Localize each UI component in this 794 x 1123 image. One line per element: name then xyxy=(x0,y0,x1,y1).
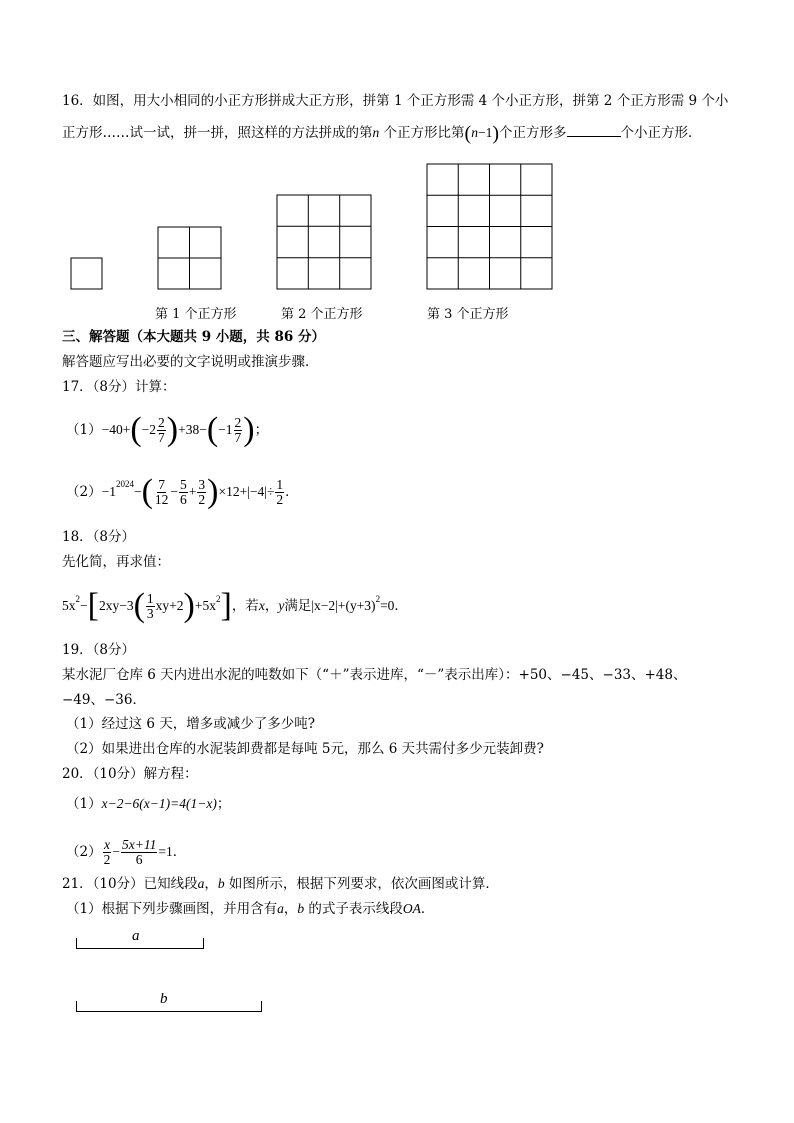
square-2 xyxy=(158,227,221,289)
q19-line1: 某水泥厂仓库 6 天内进出水泥的吨数如下（“＋”表示进库，“－”表示出库）：+50、−45、−33、+48、 xyxy=(62,667,687,683)
squares-figure xyxy=(0,0,794,300)
q16-line2: 正方形……试一试，拼一拼，照这样的方法拼成的第n 个正方形比第(n−1)个正方形多 个小正方形． xyxy=(62,122,702,145)
section-title: 三、解答题（本大题共 9 小题，共 86 分） xyxy=(62,329,325,345)
square-4 xyxy=(427,164,552,289)
caption-square-2: 第 2 个正方形 xyxy=(281,307,363,322)
square-1 xyxy=(71,258,102,289)
q21-part1: （1）根据下列步骤画图，并用含有a，b 的式子表示线段OA． xyxy=(66,901,435,917)
q19-line2: −49、−36． xyxy=(62,692,146,708)
segment-a xyxy=(76,938,204,949)
q17-header: 17．（8分）计算： xyxy=(62,379,176,395)
segment-b-label: b xyxy=(160,991,168,1007)
q17-part1: （1） −40+ ( −2 $\frac{2}{7}$ ) +38− ( −1 $\frac{2}{7}$ ) ； xyxy=(66,411,269,448)
q18-expression: 5x $^2$ − [ 2xy−3 ( $\frac{1}{3}$ xy+2 ) +5x $^2$ ] ，若 x ， y 满足 |x−2|+(y+3) $^2$ =0． xyxy=(62,587,408,624)
q19-part1: （1）经过这 6 天，增多或减少了多少吨? xyxy=(66,716,315,732)
q19-part2: （2）如果进出仓库的水泥装卸费都是每吨 5元，那么 6 天共需付多少元装卸费? xyxy=(66,741,544,757)
q18-intro: 先化简，再求值： xyxy=(62,554,170,570)
q20-part2: （2） $\frac{x}{2}$ − $\frac{5x+11}{6}$ =1． xyxy=(66,836,187,867)
q19-header: 19．（8分） xyxy=(62,642,136,658)
q20-header: 20．（10分）解方程： xyxy=(62,766,198,782)
square-3 xyxy=(277,195,371,289)
q16-line1: 16．如图，用大小相同的小正方形拼成大正方形，拼第 1 个正方形需 4 个小正方形，拼第 2 个正方形需 9 个小 xyxy=(62,93,729,109)
segment-a-label: a xyxy=(132,928,140,944)
caption-square-1: 第 1 个正方形 xyxy=(155,307,237,322)
q17-part2: （2） −1 $^{2024}$ − ( $\frac{7}{12}$ − $\frac{5}{6}$ + $\frac{3}{2}$ ) ×12+|−4|÷ $\frac{1}{2}$ ． xyxy=(66,473,299,510)
q21-header: 21．（10分）已知线段a，b 如图所示，根据下列要求，依次画图或计算． xyxy=(62,876,499,892)
caption-square-3: 第 3 个正方形 xyxy=(427,307,509,322)
section-note: 解答题应写出必要的文字说明或推演步骤． xyxy=(62,354,319,370)
q18-header: 18．（8分） xyxy=(62,529,136,545)
q20-part1: （1）x−2−6(x−1)=4(1−x)； xyxy=(66,796,231,812)
segment-b xyxy=(76,1001,262,1012)
